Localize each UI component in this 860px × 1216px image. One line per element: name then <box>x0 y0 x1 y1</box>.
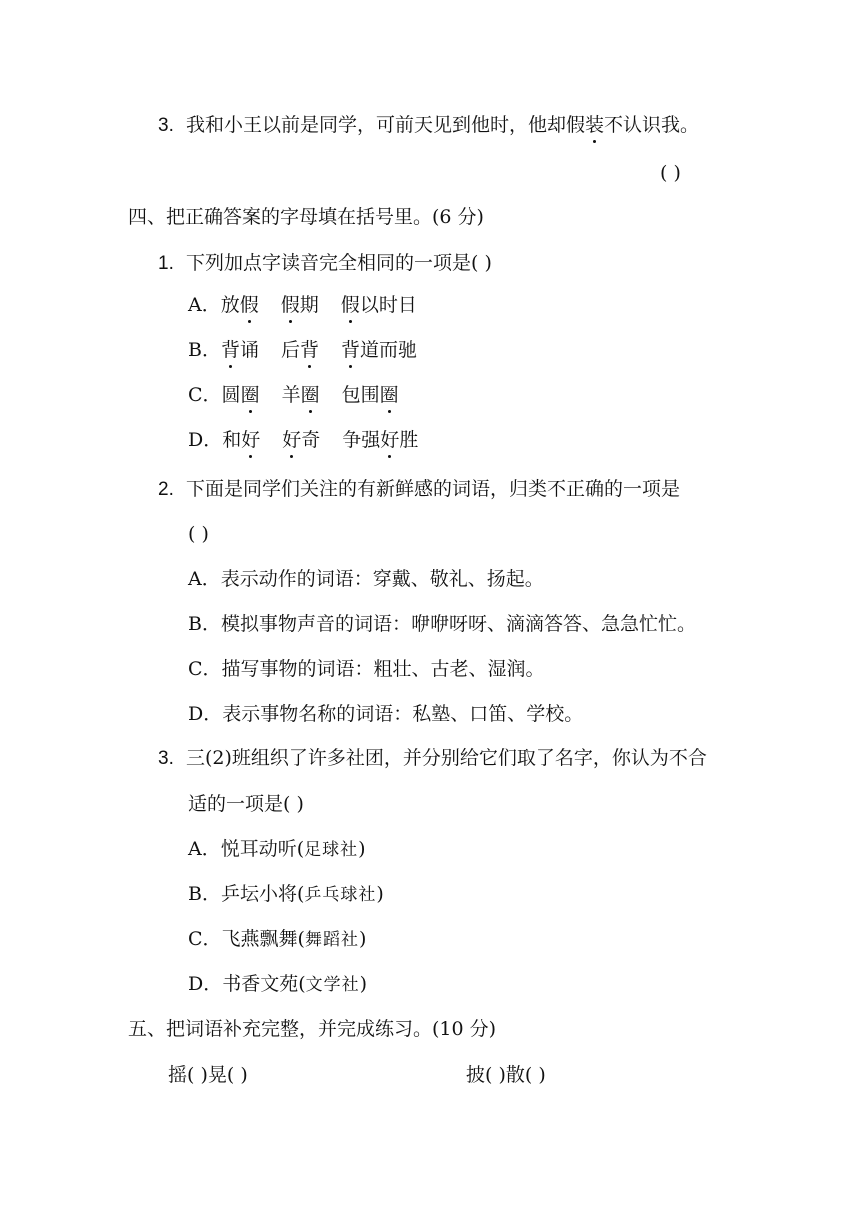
s4-q3-stem-cont: 适的一项是( ) <box>188 793 304 815</box>
question-3-prev <box>158 112 699 139</box>
dotted-char: 装 <box>585 114 605 136</box>
section-5-title: 五、把词语补充完整，并完成练习。(10 分) <box>128 1018 497 1040</box>
dotted-char: 假 <box>340 294 360 316</box>
dotted-char: 圈 <box>300 384 320 406</box>
dotted-char: 背 <box>220 339 240 361</box>
s4-q2-option-a: A．表示动作的词语：穿戴、敬礼、扬起。 <box>188 568 544 590</box>
s4-q1-option-d: D．和好 好奇 争强好胜 <box>188 429 419 451</box>
dotted-char: 假 <box>280 294 300 316</box>
question-stem: 下面是同学们关注的有新鲜感的词语，归类不正确的一项是 <box>186 478 681 500</box>
answer-blank[interactable]: ( ) <box>660 162 681 184</box>
section-4-title: 四、把正确答案的字母填在括号里。(6 分) <box>128 206 484 228</box>
s4-q3-option-b: B．乒坛小将(乒乓球社) <box>188 883 384 905</box>
question-number: 1. <box>158 253 174 274</box>
s5-fill-right[interactable]: 披( )散( ) <box>466 1064 546 1086</box>
s4-q3-option-a: A．悦耳动听(足球社) <box>188 838 366 860</box>
s4-q2-option-b: B．模拟事物声音的词语：咿咿呀呀、滴滴答答、急急忙忙。 <box>188 613 696 635</box>
dotted-char: 假 <box>239 294 259 316</box>
question-number: 2. <box>158 479 174 500</box>
question-number: 3. <box>158 115 174 136</box>
question-stem: 下列加点字读音完全相同的一项是( ) <box>186 252 492 274</box>
question-text: 我和小王以前是同学，可前天见到他时，他却假 <box>186 114 586 136</box>
dotted-char: 圈 <box>379 384 399 406</box>
s4-q2-blank[interactable]: ( ) <box>188 523 209 545</box>
question-number: 3. <box>158 748 174 769</box>
s4-q1-option-b: B．背诵 后背 背道而驰 <box>188 339 418 361</box>
dotted-char: 好 <box>380 429 400 451</box>
s4-question-1 <box>158 250 492 277</box>
s4-q3-option-d: D．书香文苑(文学社) <box>188 973 368 995</box>
s4-q1-option-a: A．放假 假期 假以时日 <box>188 294 417 316</box>
question-stem: 三(2)班组织了许多社团，并分别给它们取了名字，你认为不合 <box>186 747 707 769</box>
s4-question-2 <box>158 476 680 503</box>
s4-q3-option-c: C．飞燕飘舞(舞蹈社) <box>188 928 367 950</box>
s4-question-3 <box>158 745 707 772</box>
dotted-char: 好 <box>282 429 302 451</box>
s4-q2-option-d: D．表示事物名称的词语：私塾、口笛、学校。 <box>188 703 584 725</box>
s4-q1-option-c: C．圆圈 羊圈 包围圈 <box>188 384 399 406</box>
dotted-char: 背 <box>341 339 361 361</box>
dotted-char: 圈 <box>240 384 260 406</box>
dotted-char: 好 <box>241 429 261 451</box>
s5-fill-left[interactable]: 摇( )晃( ) <box>168 1064 248 1086</box>
question-text-end: 不认识我。 <box>604 114 700 136</box>
dotted-char: 背 <box>300 339 320 361</box>
s4-q2-option-c: C．描写事物的词语：粗壮、古老、湿润。 <box>188 658 545 680</box>
